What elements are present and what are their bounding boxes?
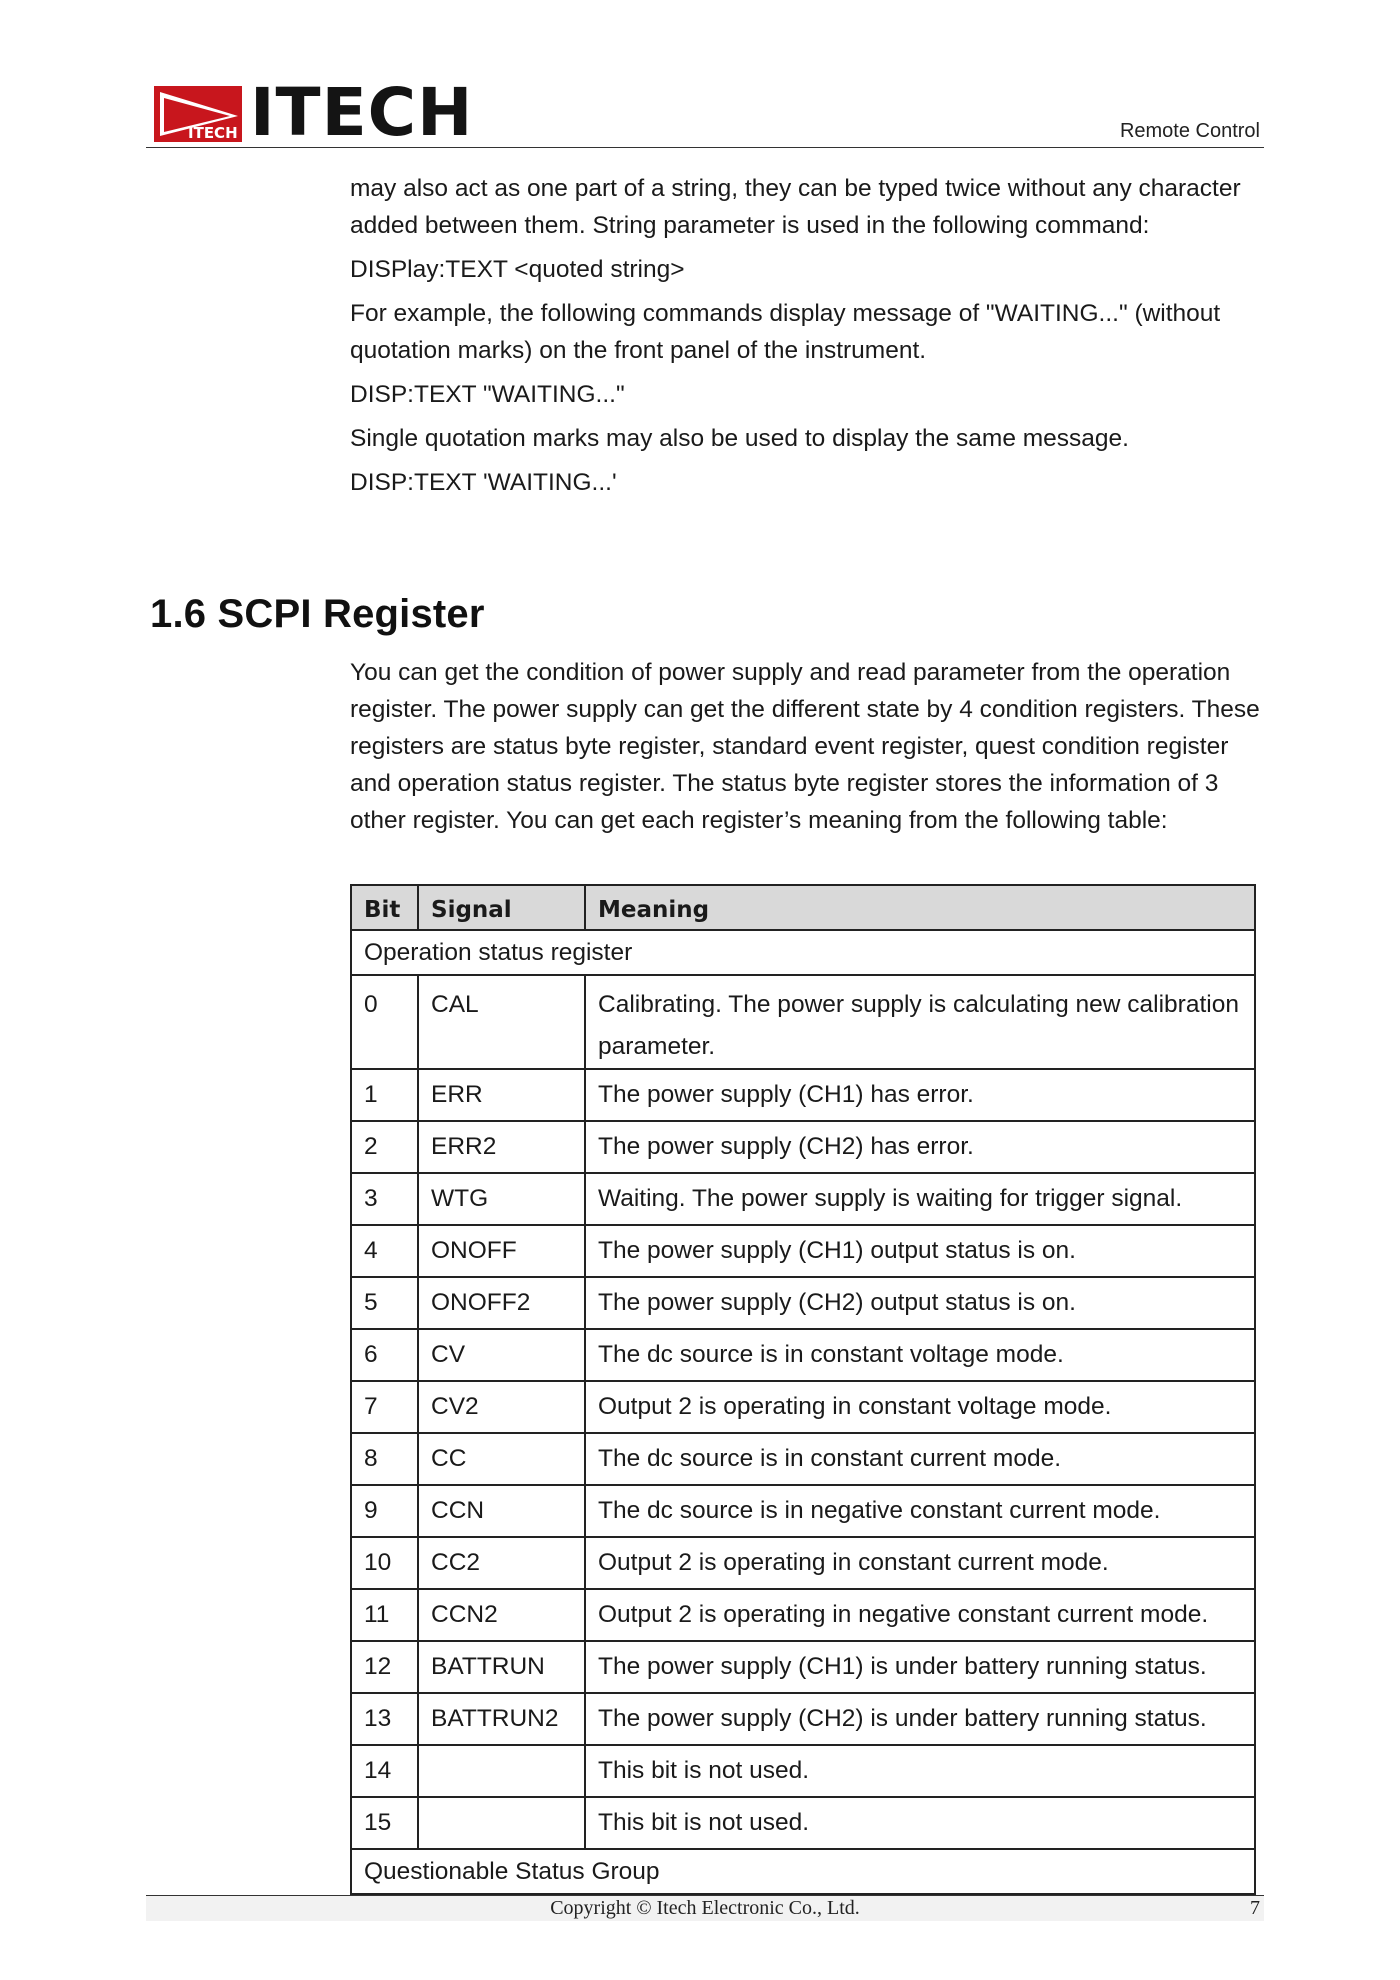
meaning-cell: The power supply (CH1) output status is on. [585,1225,1255,1277]
bit-cell: 7 [351,1381,418,1433]
meaning-cell: Output 2 is operating in constant current mode. [585,1537,1255,1589]
table-row [351,1797,1255,1849]
group-title: Operation status register [351,930,1255,975]
signal-cell: ERR [418,1069,585,1121]
signal-cell: WTG [418,1173,585,1225]
header-meaning: Meaning [585,885,1255,930]
header-bit: Bit [351,885,418,930]
section-paragraph: You can get the condition of power supply and read parameter from the operation register. The power supply can get the different state by 4 condition registers. These registers are status byte register, standard event register, quest condition register and operation status register. The status byte register stores the information of 3 other register. You can get each register’s meaning from the following table: [350,659,1260,834]
bit-cell: 12 [351,1641,418,1693]
table-row [351,1433,1255,1485]
bit-cell: 15 [351,1797,418,1849]
table-row [351,1693,1255,1745]
header-signal: Signal [418,885,585,930]
logo-mark-icon [154,86,242,142]
table-row [351,1485,1255,1537]
copyright: Copyright © Itech Electronic Co., Ltd. [550,1897,860,1919]
group-row [351,930,1255,975]
table-row [351,1225,1255,1277]
meaning-cell: This bit is not used. [585,1745,1255,1797]
signal-cell: BATTRUN [418,1641,585,1693]
bit-cell: 2 [351,1121,418,1173]
bit-cell: 3 [351,1173,418,1225]
logo-wordmark: ITECH [250,74,474,151]
meaning-cell: The power supply (CH2) has error. [585,1121,1255,1173]
logo-badge-text: ITECH [188,124,238,142]
intro-paragraph: Single quotation marks may also be used to display the same message. [350,425,1129,452]
signal-cell: ONOFF [418,1225,585,1277]
meaning-cell: The power supply (CH1) has error. [585,1069,1255,1121]
table-row [351,1121,1255,1173]
bit-cell: 10 [351,1537,418,1589]
signal-cell [418,1745,585,1797]
bit-cell: 0 [351,975,418,1069]
page-header [146,74,1264,151]
signal-cell: ONOFF2 [418,1277,585,1329]
group-title: Questionable Status Group [351,1849,1255,1894]
page-footer [146,1895,1264,1921]
table-row [351,1069,1255,1121]
bit-cell: 8 [351,1433,418,1485]
meaning-cell: The dc source is in negative constant current mode. [585,1485,1255,1537]
table-row [351,1381,1255,1433]
table-row [351,1329,1255,1381]
meaning-cell: This bit is not used. [585,1797,1255,1849]
meaning-cell: Output 2 is operating in negative constant current mode. [585,1589,1255,1641]
table-header-row [351,885,1255,930]
meaning-cell: The power supply (CH1) is under battery running status. [585,1641,1255,1693]
bit-cell: 11 [351,1589,418,1641]
bit-cell: 14 [351,1745,418,1797]
bit-cell: 13 [351,1693,418,1745]
meaning-cell: The dc source is in constant current mode. [585,1433,1255,1485]
signal-cell: CCN [418,1485,585,1537]
table-row [351,1173,1255,1225]
register-table [350,884,1256,1895]
table-row [351,1277,1255,1329]
table-row [351,975,1255,1069]
table-row [351,1537,1255,1589]
command-example: DISP:TEXT "WAITING..." [350,381,625,408]
page-number: 7 [1250,1897,1260,1919]
signal-cell: CC2 [418,1537,585,1589]
section-heading: 1.6 SCPI Register [150,592,485,636]
signal-cell [418,1797,585,1849]
signal-cell: ERR2 [418,1121,585,1173]
meaning-cell: Waiting. The power supply is waiting for trigger signal. [585,1173,1255,1225]
itech-logo [154,74,474,151]
table-row [351,1745,1255,1797]
command-syntax: DISPlay:TEXT <quoted string> [350,256,685,283]
group-row [351,1849,1255,1894]
meaning-cell: Calibrating. The power supply is calculating new calibration parameter. [585,975,1255,1069]
command-example: DISP:TEXT 'WAITING...' [350,469,617,496]
meaning-cell: The dc source is in constant voltage mode. [585,1329,1255,1381]
intro-paragraph: For example, the following commands display message of "WAITING..." (without quotation marks) on the front panel of the instrument. [350,300,1221,364]
table-row [351,1589,1255,1641]
table-row [351,1641,1255,1693]
intro-text [350,170,1262,501]
meaning-cell: Output 2 is operating in constant voltage mode. [585,1381,1255,1433]
signal-cell: CAL [418,975,585,1069]
signal-cell: BATTRUN2 [418,1693,585,1745]
signal-cell: CCN2 [418,1589,585,1641]
meaning-cell: The power supply (CH2) is under battery running status. [585,1693,1255,1745]
signal-cell: CV [418,1329,585,1381]
meaning-cell: The power supply (CH2) output status is on. [585,1277,1255,1329]
bit-cell: 1 [351,1069,418,1121]
section-tag: Remote Control [1119,120,1260,142]
bit-cell: 6 [351,1329,418,1381]
bit-cell: 5 [351,1277,418,1329]
intro-paragraph: may also act as one part of a string, they can be typed twice without any character added between them. String parameter is used in the following command: [350,175,1241,239]
bit-cell: 9 [351,1485,418,1537]
bit-cell: 4 [351,1225,418,1277]
signal-cell: CV2 [418,1381,585,1433]
signal-cell: CC [418,1433,585,1485]
